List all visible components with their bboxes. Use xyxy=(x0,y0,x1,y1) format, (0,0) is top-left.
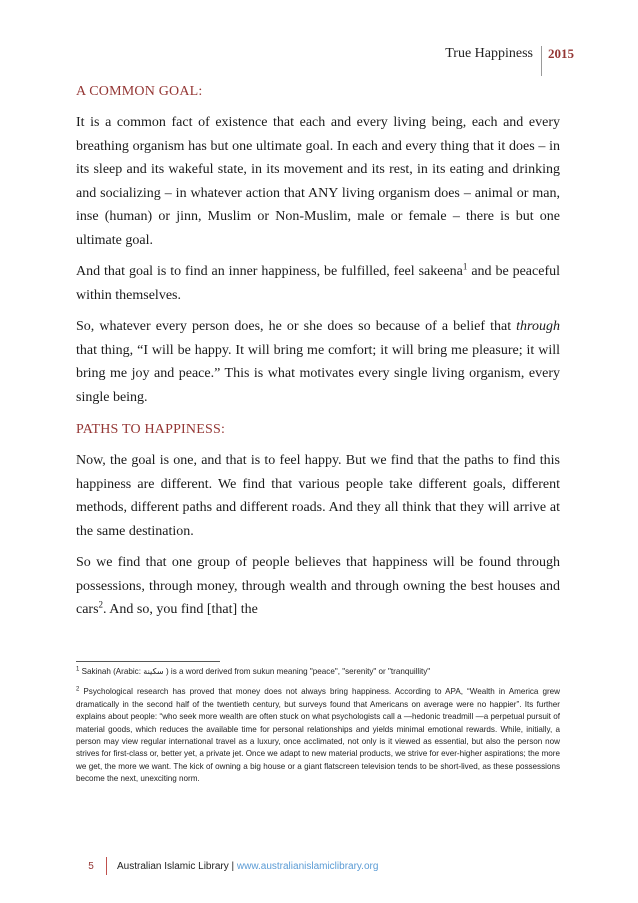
paragraph: It is a common fact of existence that each and every living being, each and every breathing organism has but one ultimate goal. In each and every thing that it does – in its sleep and its wakeful state, in its movement and its rest, in its eating and drinking and socializing – in whatever action that ANY living organism does – animal or man, inse (human) or jinn, Muslim or Non-Muslim, male or female – there is but one ultimate goal. xyxy=(76,115,560,248)
footnote-text: Psychological research has proved that money does not always bring happiness. According to APA, “Wealth in America grew dramatically in the second half of the twentieth century, but surveys found that Americans on average were no happier”. Its further explains about people: “who seek more wealth are often stuck on what psychologists call a ―hedonic treadmill ―a perpetual pursuit of material goods, which reduces the available time for personal relationships and yields minimal emotional rewards. While, initially, a person may view regular international travel as a luxury, once acclimated, not only is it viewed as essential, but also the person now strives for first-class or, better yet, a private jet. Once we adapt to new material products, we strive for ever-higher aspirations; the more we get, the more we want. The kick of owning a big house or a giant flatscreen television tends to be short-lived, as these possessions become the next, unexciting norm. xyxy=(76,687,561,784)
page-header xyxy=(445,46,574,76)
footnote-ref-1[interactable]: 1 xyxy=(462,261,468,272)
page-number: 5 xyxy=(76,857,107,875)
footer-url-link[interactable]: www.australianislamiclibrary.org xyxy=(236,860,379,872)
section-heading-common-goal: A COMMON GOAL: xyxy=(76,84,203,99)
paragraph xyxy=(76,551,560,622)
footer-library-label: Australian Islamic Library | xyxy=(117,860,235,872)
paragraph-text: So we find that one group of people believes that happiness will be found through possessions, through money, through wealth and through owning the best houses and cars xyxy=(76,555,560,617)
paragraph-text: And that goal is to find an inner happiness, be fulfilled, feel sakeena xyxy=(76,264,463,279)
document-title: True Happiness xyxy=(445,46,533,61)
section-heading-paths: PATHS TO HAPPINESS: xyxy=(76,422,226,437)
paragraph-text: . And so, you find [that] the xyxy=(103,602,258,617)
paragraph xyxy=(76,315,560,409)
footnote-divider xyxy=(76,661,220,662)
paragraph-text: that thing, “I will be happy. It will bring me comfort; it will bring me pleasure; it will bring me joy and peace.” This is what motivates every single living organism, every single being. xyxy=(76,342,560,405)
footnote-ref-2[interactable]: 2 xyxy=(98,599,104,610)
paragraph xyxy=(76,260,560,307)
emphasis-text: through xyxy=(516,319,560,334)
footnote-number: 2 xyxy=(76,686,80,693)
paragraph: Now, the goal is one, and that is to feel happy. But we find that the paths to find this happiness are different. We find that various people take different goals, different methods, different paths and different roads. And they all think that they will arrive at the same destination. xyxy=(76,453,560,539)
footnote-2 xyxy=(76,686,560,785)
footnote-1 xyxy=(76,666,560,678)
paragraph-text: So, whatever every person does, he or she does so because of a belief that xyxy=(76,319,517,334)
main-content xyxy=(76,84,560,630)
paragraph-text: and be peaceful within themselves. xyxy=(76,264,560,303)
footnote-text: Sakinah (Arabic: سكينة ) is a word derived from sukun meaning "peace", "serenity" or "tranquillity" xyxy=(81,667,431,676)
document-year: 2015 xyxy=(541,46,574,76)
footnotes xyxy=(76,666,560,794)
footnote-number: 1 xyxy=(76,666,80,673)
page-footer xyxy=(76,857,378,875)
